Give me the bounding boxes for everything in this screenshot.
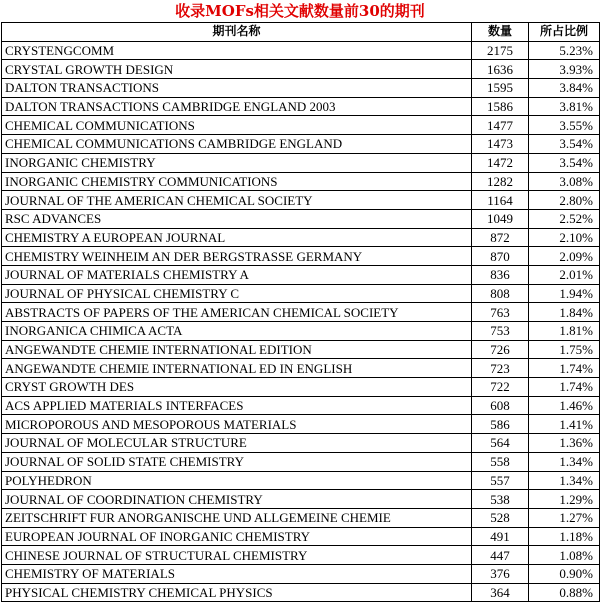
journal-name-cell: CHEMICAL COMMUNICATIONS (2, 116, 472, 135)
table-row (2, 172, 600, 191)
count-cell: 1164 (472, 191, 529, 210)
percentage-cell: 3.84% (529, 79, 600, 98)
percentage-cell: 1.75% (529, 340, 600, 359)
table-row (2, 41, 600, 60)
count-cell: 870 (472, 247, 529, 266)
table-row (2, 97, 600, 116)
percentage-cell: 1.29% (529, 490, 600, 509)
journal-name-cell: RSC ADVANCES (2, 209, 472, 228)
journal-name-cell: ZEITSCHRIFT FUR ANORGANISCHE UND ALLGEMEINE CHEMIE (2, 508, 472, 527)
count-cell: 557 (472, 471, 529, 490)
percentage-cell: 1.34% (529, 471, 600, 490)
count-cell: 1049 (472, 209, 529, 228)
table-row (2, 303, 600, 322)
count-cell: 722 (472, 378, 529, 397)
journal-name-cell: CHINESE JOURNAL OF STRUCTURAL CHEMISTRY (2, 546, 472, 565)
journal-name-cell: POLYHEDRON (2, 471, 472, 490)
journal-name-cell: JOURNAL OF THE AMERICAN CHEMICAL SOCIETY (2, 191, 472, 210)
count-cell: 808 (472, 284, 529, 303)
count-cell: 608 (472, 396, 529, 415)
journal-name-cell: CHEMICAL COMMUNICATIONS CAMBRIDGE ENGLAND (2, 135, 472, 154)
journal-name-cell: PHYSICAL CHEMISTRY CHEMICAL PHYSICS (2, 583, 472, 602)
journal-name-cell: ACS APPLIED MATERIALS INTERFACES (2, 396, 472, 415)
count-cell: 1473 (472, 135, 529, 154)
percentage-cell: 2.09% (529, 247, 600, 266)
journal-name-cell: CRYSTENGCOMM (2, 41, 472, 60)
table-row (2, 564, 600, 583)
percentage-cell: 2.80% (529, 191, 600, 210)
table-title: 收录MOFs相关文献数量前30的期刊 (175, 2, 425, 20)
count-cell: 1477 (472, 116, 529, 135)
table-row (2, 135, 600, 154)
journal-name-cell: JOURNAL OF PHYSICAL CHEMISTRY C (2, 284, 472, 303)
header-journal-name: 期刊名称 (2, 23, 472, 42)
percentage-cell: 5.23% (529, 41, 600, 60)
journal-name-cell: JOURNAL OF MOLECULAR STRUCTURE (2, 434, 472, 453)
count-cell: 586 (472, 415, 529, 434)
percentage-cell: 3.55% (529, 116, 600, 135)
table-row (2, 191, 600, 210)
count-cell: 723 (472, 359, 529, 378)
percentage-cell: 0.90% (529, 564, 600, 583)
journal-name-cell: INORGANIC CHEMISTRY COMMUNICATIONS (2, 172, 472, 191)
percentage-cell: 3.54% (529, 135, 600, 154)
journal-name-cell: ANGEWANDTE CHEMIE INTERNATIONAL EDITION (2, 340, 472, 359)
journal-name-cell: CHEMISTRY OF MATERIALS (2, 564, 472, 583)
count-cell: 1586 (472, 97, 529, 116)
header-percentage: 所占比例 (529, 23, 600, 42)
journal-name-cell: INORGANIC CHEMISTRY (2, 153, 472, 172)
table-row (2, 247, 600, 266)
percentage-cell: 1.34% (529, 452, 600, 471)
percentage-cell: 3.93% (529, 60, 600, 79)
percentage-cell: 0.88% (529, 583, 600, 602)
count-cell: 2175 (472, 41, 529, 60)
table-row (2, 415, 600, 434)
table-row (2, 265, 600, 284)
table-row (2, 153, 600, 172)
count-cell: 1472 (472, 153, 529, 172)
journal-name-cell: EUROPEAN JOURNAL OF INORGANIC CHEMISTRY (2, 527, 472, 546)
count-cell: 538 (472, 490, 529, 509)
table-row (2, 378, 600, 397)
percentage-cell: 2.52% (529, 209, 600, 228)
table-row (2, 396, 600, 415)
journal-name-cell: DALTON TRANSACTIONS (2, 79, 472, 98)
count-cell: 872 (472, 228, 529, 247)
count-cell: 558 (472, 452, 529, 471)
journal-table (1, 22, 600, 602)
journal-name-cell: JOURNAL OF SOLID STATE CHEMISTRY (2, 452, 472, 471)
journal-name-cell: ANGEWANDTE CHEMIE INTERNATIONAL ED IN ENGLISH (2, 359, 472, 378)
table-row (2, 340, 600, 359)
journal-name-cell: CHEMISTRY A EUROPEAN JOURNAL (2, 228, 472, 247)
header-count: 数量 (472, 23, 529, 42)
journal-name-cell: JOURNAL OF COORDINATION CHEMISTRY (2, 490, 472, 509)
percentage-cell: 3.81% (529, 97, 600, 116)
percentage-cell: 3.08% (529, 172, 600, 191)
journal-name-cell: CRYSTAL GROWTH DESIGN (2, 60, 472, 79)
table-row (2, 79, 600, 98)
table-row (2, 116, 600, 135)
percentage-cell: 1.18% (529, 527, 600, 546)
percentage-cell: 1.81% (529, 322, 600, 341)
table-row (2, 583, 600, 602)
percentage-cell: 2.01% (529, 265, 600, 284)
journal-name-cell: JOURNAL OF MATERIALS CHEMISTRY A (2, 265, 472, 284)
journal-name-cell: INORGANICA CHIMICA ACTA (2, 322, 472, 341)
percentage-cell: 1.94% (529, 284, 600, 303)
table-row (2, 490, 600, 509)
count-cell: 726 (472, 340, 529, 359)
percentage-cell: 1.74% (529, 378, 600, 397)
journal-name-cell: MICROPOROUS AND MESOPOROUS MATERIALS (2, 415, 472, 434)
table-row (2, 471, 600, 490)
header-row (2, 23, 600, 42)
percentage-cell: 2.10% (529, 228, 600, 247)
count-cell: 491 (472, 527, 529, 546)
percentage-cell: 1.36% (529, 434, 600, 453)
table-body (2, 41, 600, 602)
table-row (2, 527, 600, 546)
table-row (2, 546, 600, 565)
journal-name-cell: CRYST GROWTH DES (2, 378, 472, 397)
count-cell: 447 (472, 546, 529, 565)
table-row (2, 60, 600, 79)
journal-name-cell: ABSTRACTS OF PAPERS OF THE AMERICAN CHEMICAL SOCIETY (2, 303, 472, 322)
count-cell: 376 (472, 564, 529, 583)
count-cell: 763 (472, 303, 529, 322)
journal-name-cell: DALTON TRANSACTIONS CAMBRIDGE ENGLAND 2003 (2, 97, 472, 116)
table-row (2, 322, 600, 341)
table-header (2, 23, 600, 42)
percentage-cell: 1.84% (529, 303, 600, 322)
table-row (2, 434, 600, 453)
percentage-cell: 1.74% (529, 359, 600, 378)
table-row (2, 228, 600, 247)
table-row (2, 284, 600, 303)
percentage-cell: 3.54% (529, 153, 600, 172)
percentage-cell: 1.46% (529, 396, 600, 415)
percentage-cell: 1.41% (529, 415, 600, 434)
count-cell: 1595 (472, 79, 529, 98)
table-row (2, 452, 600, 471)
table-row (2, 359, 600, 378)
count-cell: 753 (472, 322, 529, 341)
count-cell: 1636 (472, 60, 529, 79)
count-cell: 836 (472, 265, 529, 284)
count-cell: 364 (472, 583, 529, 602)
table-row (2, 209, 600, 228)
table-row (2, 508, 600, 527)
percentage-cell: 1.08% (529, 546, 600, 565)
count-cell: 528 (472, 508, 529, 527)
journal-name-cell: CHEMISTRY WEINHEIM AN DER BERGSTRASSE GERMANY (2, 247, 472, 266)
percentage-cell: 1.27% (529, 508, 600, 527)
count-cell: 1282 (472, 172, 529, 191)
count-cell: 564 (472, 434, 529, 453)
